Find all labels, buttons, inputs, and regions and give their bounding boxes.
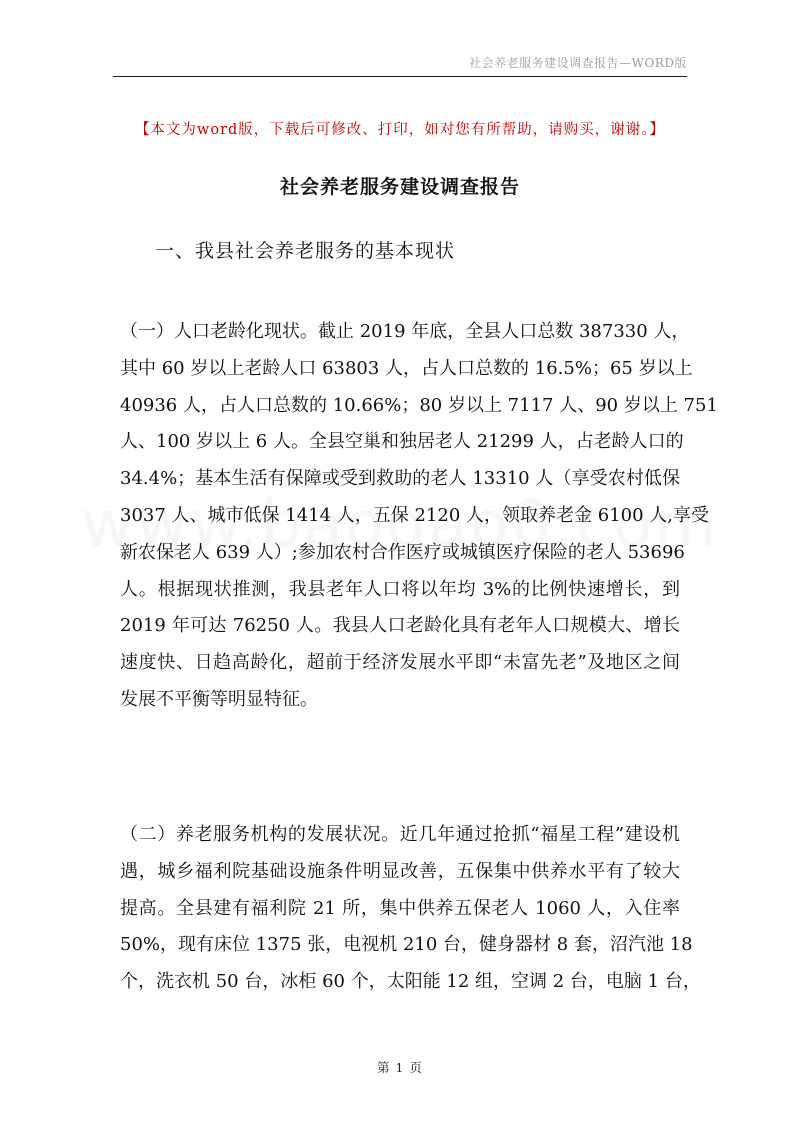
paragraph-line: 2019 年可达 76250 人。我县人口老龄化具有老年人口规模大、增长 <box>120 615 680 637</box>
purchase-notice: 【本文为word版，下载后可修改、打印，如对您有所帮助，请购买，谢谢。】 <box>134 122 666 138</box>
paragraph-line: 人。根据现状推测，我县老年人口将以年均 3%的比例快速增长，到 <box>120 578 680 600</box>
paragraph-line: （一）人口老龄化现状。截止 2019 年底，全县人口总数 387330 人， <box>120 321 690 342</box>
paragraph-line: 人、100 岁以上 6 人。全县空巢和独居老人 21299 人，占老龄人口的 <box>120 431 684 453</box>
paragraph-line: 个，洗衣机 50 台，冰柜 60 个，太阳能 12 组，空调 2 台，电脑 1 台， <box>120 971 701 993</box>
paragraph-line: 34.4%；基本生活有保障或受到救助的老人 13310 人（享受农村低保 <box>120 468 680 490</box>
section-heading: 一、我县社会养老服务的基本现状 <box>155 240 456 262</box>
paragraph-line: 50%，现有床位 1375 张，电视机 210 台，健身器材 8 套，沼汽池 18 <box>120 934 693 956</box>
running-header: 社会养老服务建设调查报告—WORD版 <box>469 56 687 70</box>
paragraph-line: 40936 人，占人口总数的 10.66%；80 岁以上 7117 人、90 岁以上 751 <box>120 394 718 416</box>
paragraph-line: 3037 人、城市低保 1414 人，五保 2120 人，领取养老金 6100 人,享受 <box>120 504 710 526</box>
paragraph-line: （二）养老服务机构的发展状况。近几年通过抢抓“福星工程”建设机 <box>120 824 680 845</box>
paragraph-population-aging <box>120 314 718 719</box>
paragraph-line: 发展不平衡等明显特征。 <box>120 688 318 710</box>
paragraph-line: 新农保老人 639 人）;参加农村合作医疗或城镇医疗保险的老人 53696 <box>120 541 685 563</box>
paragraph-line: 其中 60 岁以上老龄人口 63803 人，占人口总数的 16.5%；65 岁以上 <box>120 357 693 379</box>
page-number: 第 1 页 <box>377 1060 423 1075</box>
paragraph-care-institutions <box>120 817 701 1001</box>
document-title: 社会养老服务建设调查报告 <box>279 176 520 198</box>
paragraph-line: 速度快、日趋高龄化，超前于经济发展水平即“未富先老”及地区之间 <box>120 652 680 674</box>
paragraph-line: 提高。全县建有福利院 21 所，集中供养五保老人 1060 人，入住率 <box>120 897 680 919</box>
header-divider <box>113 76 687 77</box>
paragraph-line: 遇，城乡福利院基础设施条件明显改善，五保集中供养水平有了较大 <box>120 860 680 882</box>
